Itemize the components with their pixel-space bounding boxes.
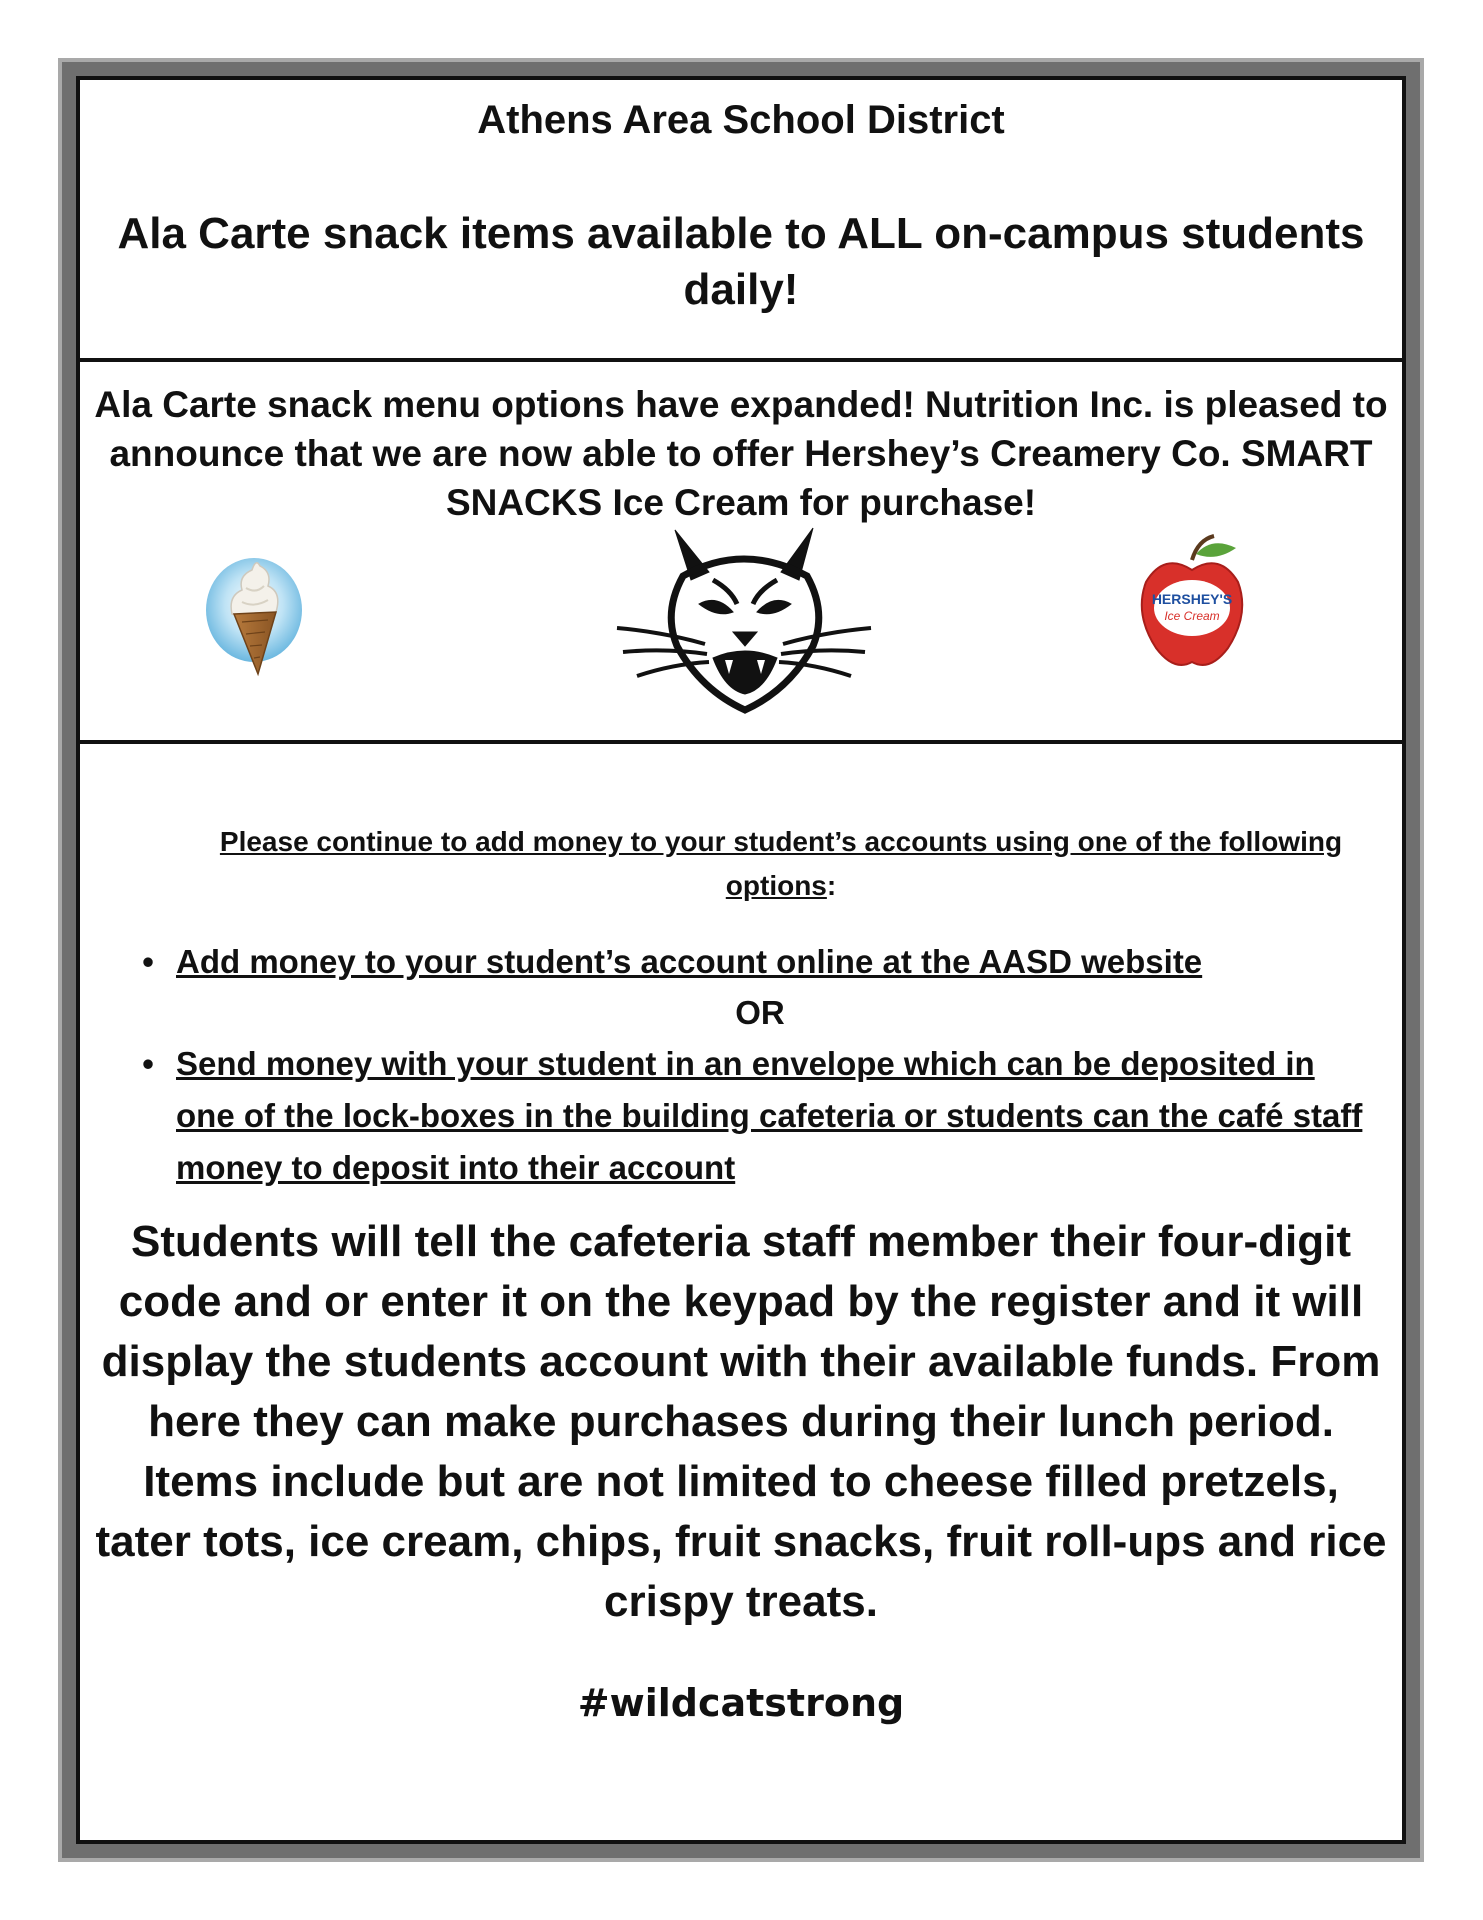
flyer-sheet [76, 76, 1406, 1844]
students-paragraph: Students will tell the cafeteria staff member their four-digit code and or enter it on the keypad by the register and it will display the students account with their available funds. From here they can make purchases during their lunch period. Items include but are not limited to cheese filled pretzels, tater tots, ice cream, chips, fruit snacks, fruit roll-ups and rice crispy treats. [95, 1217, 1387, 1626]
payment-options-list [138, 936, 1382, 1194]
payment-instructions [180, 820, 1382, 908]
headline: Ala Carte snack items available to ALL on-campus students daily! [117, 209, 1365, 314]
header-section [80, 80, 1402, 362]
district-name: Athens Area School District [477, 98, 1005, 142]
hashtag: #wildcatstrong [577, 1681, 905, 1725]
hersheys-logo-line2: Ice Cream [1164, 609, 1220, 623]
flyer-frame [58, 58, 1424, 1862]
announcement-text: Ala Carte snack menu options have expanded! Nutrition Inc. is pleased to announce that we are now able to offer Hershey’s Creamery Co. SMART SNACKS Ice Cream for purchase! [94, 384, 1388, 523]
list-item [138, 936, 1382, 988]
bullet-icon: • [142, 943, 154, 980]
or-separator: OR [735, 994, 785, 1031]
option-envelope-text: Send money with your student in an envelope which can be deposited in one of the lock-boxes in the building cafeteria or students can the café staff money to deposit into their account [176, 1045, 1363, 1186]
hersheys-logo-line1: HERSHEY'S [1151, 591, 1233, 607]
list-item [138, 1038, 1382, 1194]
info-section [80, 744, 1402, 1840]
announcement-section [80, 362, 1402, 744]
wildcat-mascot-logo [613, 520, 875, 718]
bullet-icon: • [142, 1045, 154, 1082]
payment-instructions-text: Please continue to add money to your student’s accounts using one of the following options [219, 826, 1343, 901]
hersheys-ice-cream-apple-logo [1132, 530, 1252, 680]
ice-cream-cone-icon [202, 552, 312, 682]
payment-instructions-suffix: : [826, 870, 837, 901]
option-online-text: Add money to your student’s account online at the AASD website [176, 943, 1203, 980]
